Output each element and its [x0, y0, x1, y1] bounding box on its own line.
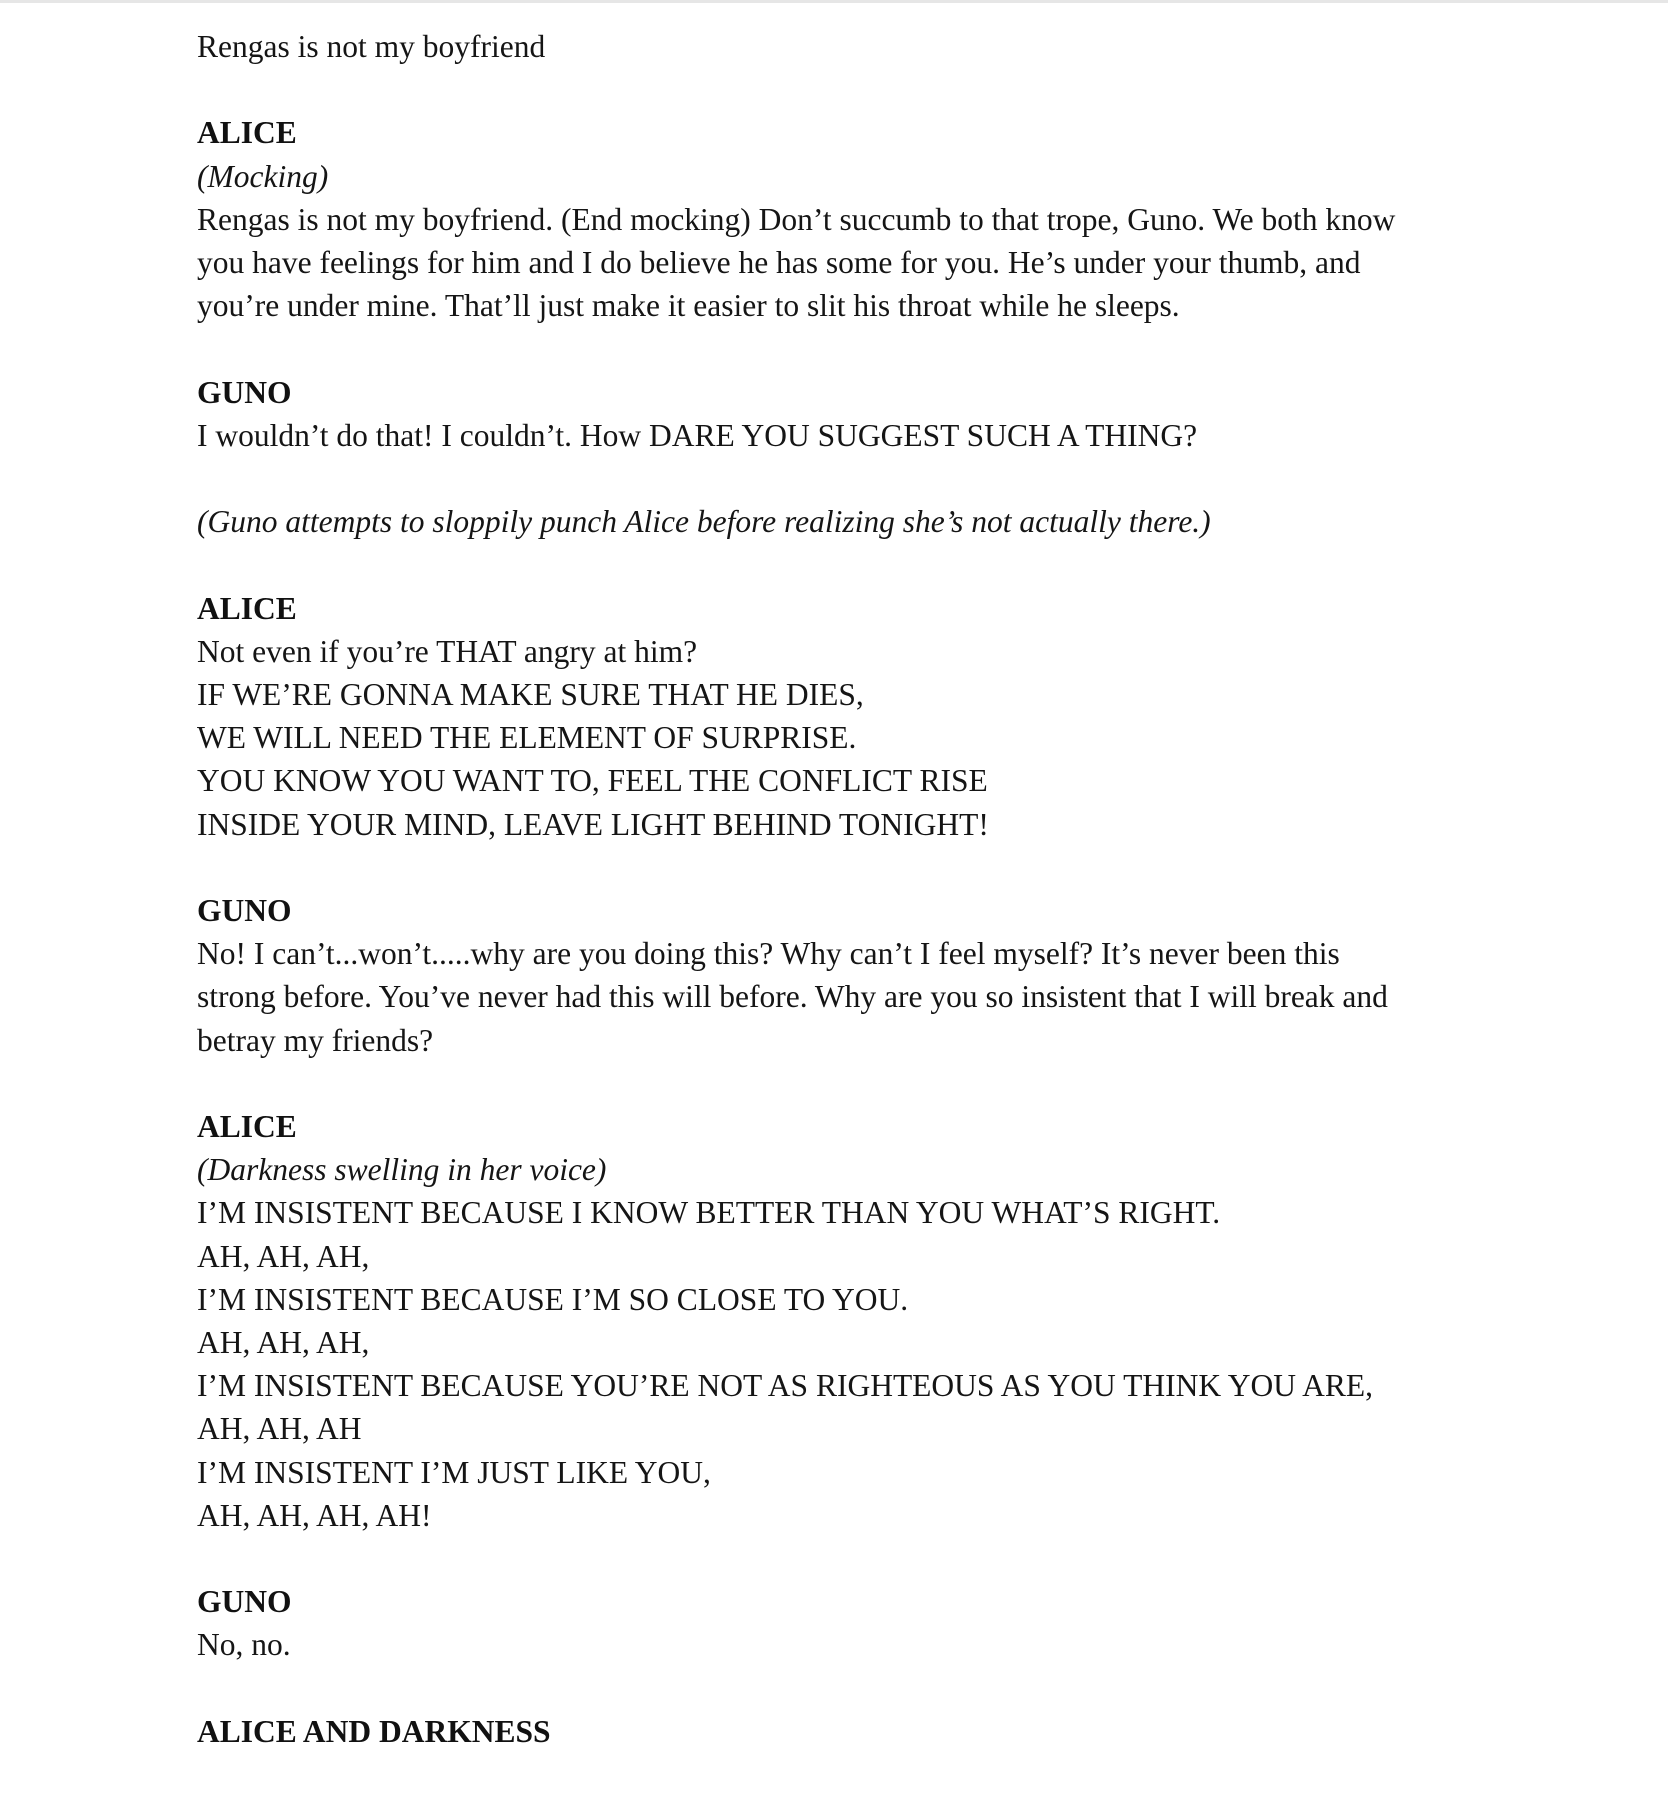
stage-direction: (Guno attempts to sloppily punch Alice before realizing she’s not actually there.) — [197, 504, 1211, 540]
dialogue-line: strong before. You’ve never had this will before. Why are you so insistent that I will break and — [197, 979, 1388, 1015]
speaker-name: ALICE — [197, 1108, 297, 1144]
dialogue-line: I wouldn’t do that! I couldn’t. How DARE YOU SUGGEST SUCH A THING? — [197, 417, 1198, 453]
speaker-name: ALICE — [197, 115, 297, 151]
dialogue-line: I’M INSISTENT I’M JUST LIKE YOU, — [197, 1454, 711, 1490]
speaker-name: GUNO — [197, 374, 292, 410]
dialogue-line: No! I can’t...won’t.....why are you doing this? Why can’t I feel myself? It’s never been this — [197, 936, 1340, 972]
line-spacer — [197, 327, 1497, 370]
dialogue-line: I’M INSISTENT BECAUSE I KNOW BETTER THAN YOU WHAT’S RIGHT. — [197, 1195, 1221, 1231]
script-page — [197, 25, 1497, 1753]
dialogue-line: IF WE’RE GONNA MAKE SURE THAT HE DIES, — [197, 676, 864, 712]
dialogue-line: WE WILL NEED THE ELEMENT OF SURPRISE. — [197, 720, 857, 756]
dialogue-line: AH, AH, AH, AH! — [197, 1497, 432, 1533]
line-spacer — [197, 543, 1497, 586]
dialogue-line: you’re under mine. That’ll just make it easier to slit his throat while he sleeps. — [197, 288, 1180, 324]
parenthetical: (Mocking) — [197, 158, 329, 194]
speaker-name: GUNO — [197, 892, 292, 928]
dialogue-line: No, no. — [197, 1627, 291, 1663]
dialogue-line: AH, AH, AH, — [197, 1238, 370, 1274]
line-spacer — [197, 1537, 1497, 1580]
dialogue-line: Rengas is not my boyfriend. (End mocking) Don’t succumb to that trope, Guno. We both know — [197, 201, 1396, 237]
line-spacer — [197, 68, 1497, 111]
dialogue-line: AH, AH, AH, — [197, 1325, 370, 1360]
speaker-name: ALICE AND DARKNESS — [197, 1713, 551, 1749]
dialogue-line: you have feelings for him and I do believe he has some for you. He’s under your thumb, and — [197, 245, 1361, 280]
page-top-border — [0, 0, 1668, 3]
dialogue-line: AH, AH, AH — [197, 1411, 362, 1447]
line-spacer — [197, 1062, 1497, 1105]
dialogue-line: betray my friends? — [197, 1022, 434, 1058]
dialogue-line: I’M INSISTENT BECAUSE YOU’RE NOT AS RIGHTEOUS AS YOU THINK YOU ARE, — [197, 1368, 1374, 1404]
line-spacer — [197, 1667, 1497, 1710]
speaker-name: GUNO — [197, 1584, 292, 1620]
parenthetical: (Darkness swelling in her voice) — [197, 1152, 607, 1188]
line-spacer — [197, 457, 1497, 500]
dialogue-line: YOU KNOW YOU WANT TO, FEEL THE CONFLICT RISE — [197, 763, 988, 799]
dialogue-line: I’M INSISTENT BECAUSE I’M SO CLOSE TO YOU. — [197, 1281, 909, 1317]
dialogue-line: Not even if you’re THAT angry at him? — [197, 633, 698, 669]
dialogue-line: Rengas is not my boyfriend — [197, 29, 546, 64]
line-spacer — [197, 846, 1497, 889]
dialogue-line: INSIDE YOUR MIND, LEAVE LIGHT BEHIND TONIGHT! — [197, 806, 989, 842]
speaker-name: ALICE — [197, 590, 297, 626]
